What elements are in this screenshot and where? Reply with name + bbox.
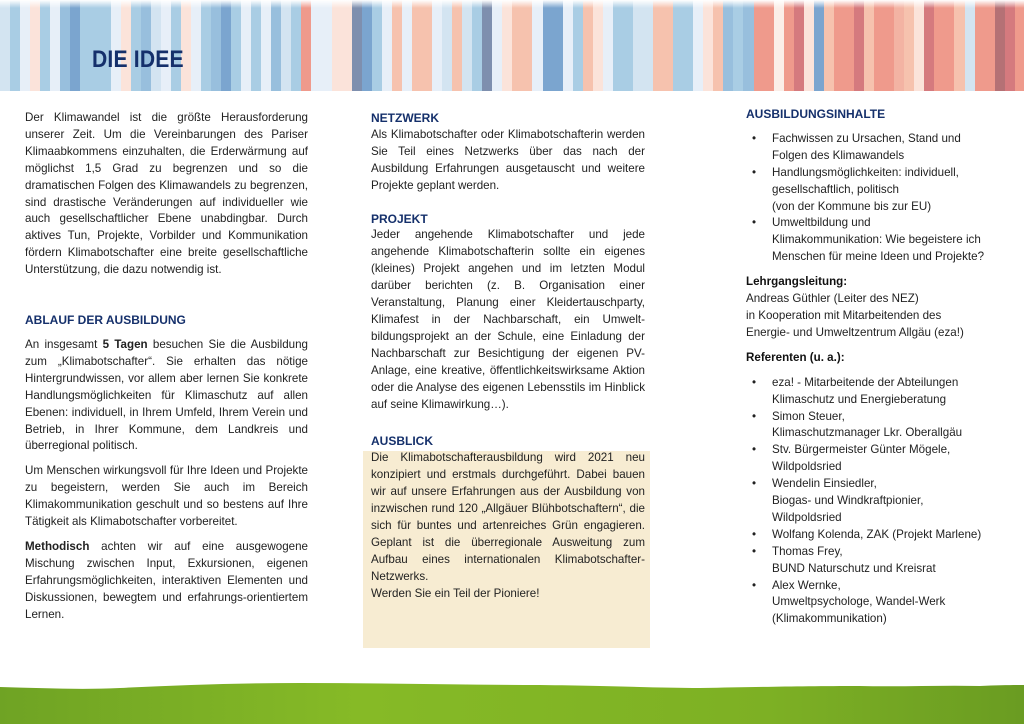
stripe <box>352 0 362 91</box>
bullet-icon: • <box>752 375 757 389</box>
leitung-line: Andreas Güthler (Leiter des NEZ) <box>746 292 919 306</box>
list-item-line: Biogas- und Windkraftpionier, <box>772 494 924 508</box>
stripe <box>502 0 512 91</box>
stripe <box>874 0 884 91</box>
stripe <box>683 0 693 91</box>
stripe <box>583 0 593 91</box>
stripe <box>723 0 733 91</box>
list-item-line: eza! - Mitarbeitende der Abteilungen <box>772 375 959 389</box>
projekt-heading: PROJEKT <box>371 211 428 226</box>
list-item <box>746 527 1008 544</box>
ablauf-paragraph-1 <box>25 337 308 455</box>
netzwerk-text: Als Klimabotschafter oder Klimabotschafterin werden Sie Teil eines Netzwerks über das nach der Ausbildung Erfahrungen ausgetauscht und weitere Projekte geplant werden. <box>371 127 645 192</box>
leitung-text <box>746 291 1008 342</box>
stripe <box>553 0 563 91</box>
stripe <box>322 0 332 91</box>
stripe <box>834 0 844 91</box>
ablauf-paragraph-3 <box>25 539 308 624</box>
ablauf-p1-bold: 5 Tagen <box>102 337 148 351</box>
ausblick-text: Die Klimabotschafterausbildung wird 2021 neu konzipiert und erstmals durchgeführt. Dabei bauen wir auf unsere Erfahrungen aus der Ausbildung von inzwischen rund 120 „Allgäuer Blühbotschaftern“, die sich für buntes und artenreiches Grün engagieren. Geplant ist die überregionale Ausweitung zum Aufbau eines internationalen Klimabotschafter-Netzwerks. <box>371 451 645 583</box>
projekt-text: Jeder angehende Klimabotschafter und jede angehende Klimabotschafterin sollte ein eigenes (kleines) Projekt angehen und im letzten Modul darüber berichten (z. B. Organisation einer Veranstaltung, Planung einer Kleidertauschparty, Klimafest in der Nachbarschaft, ein Umwelt-bildungsprojekt an der Schule, eine Einladung der Nachbarschaft zur Besichtigung der eigenen PV-Anlage, eine kreative, öffentlichkeitswirksame Aktion oder die Analyse des eigenen Lebensstils im Hinblick auf seine Klimawirkung…). <box>371 228 645 411</box>
stripe <box>462 0 472 91</box>
ausblick-closing: Werden Sie ein Teil der Pioniere! <box>371 586 540 600</box>
ablauf-p3-bold: Methodisch <box>25 539 90 553</box>
list-item-line: BUND Naturschutz und Kreisrat <box>772 561 936 575</box>
stripe <box>693 0 703 91</box>
stripe <box>342 0 352 91</box>
list-item-line: Fachwissen zu Ursachen, Stand und <box>772 131 961 145</box>
stripe <box>1005 0 1015 91</box>
bullet-icon: • <box>752 578 757 592</box>
stripe <box>492 0 502 91</box>
stripe <box>532 0 542 91</box>
stripe <box>975 0 985 91</box>
ablauf-p3-text: achten wir auf eine ausgewogene Mischung zwischen Input, Exkursionen, eigenen Erfahrungsmöglichkeiten, interaktiven Elementen und Diskussionen, bewegtem und erfahrungs-orientiertem Lernen. <box>25 539 308 621</box>
list-item-line: Wendelin Einsiedler, <box>772 477 877 491</box>
stripe <box>864 0 874 91</box>
referenten-list <box>746 375 1008 629</box>
stripe <box>301 0 311 91</box>
stripe <box>241 0 251 91</box>
bullet-icon: • <box>752 477 757 491</box>
column-right <box>746 106 1008 628</box>
stripe <box>432 0 442 91</box>
list-item-line: Wildpoldsried <box>772 510 842 524</box>
stripe <box>603 0 613 91</box>
list-item-line: Stv. Bürgermeister Günter Mögele, <box>772 443 951 457</box>
leitung-label: Lehrgangsleitung: <box>746 275 848 289</box>
stripe <box>382 0 392 91</box>
ablauf-p1-start: An insgesamt <box>25 337 103 351</box>
list-item-line: Menschen für meine Ideen und Projekte? <box>772 250 985 264</box>
list-item-line: Alex Wernke, <box>772 578 841 592</box>
stripe <box>50 0 60 91</box>
stripe <box>221 0 231 91</box>
stripe <box>332 0 342 91</box>
stripe <box>482 0 492 91</box>
stripe <box>231 0 241 91</box>
bullet-icon: • <box>752 527 757 541</box>
stripe <box>412 0 422 91</box>
stripe <box>965 0 975 91</box>
grass-footer <box>0 682 1024 724</box>
stripe <box>442 0 452 91</box>
stripe <box>954 0 964 91</box>
stripe <box>944 0 954 91</box>
stripe <box>392 0 402 91</box>
stripe <box>663 0 673 91</box>
stripe <box>10 0 20 91</box>
stripe <box>894 0 904 91</box>
bullet-icon: • <box>752 131 757 145</box>
stripe <box>422 0 432 91</box>
leitung-line: in Kooperation mit Mitarbeitenden des <box>746 308 942 322</box>
netzwerk-heading: NETZWERK <box>371 111 439 125</box>
stripe <box>211 0 221 91</box>
stripe <box>291 0 301 91</box>
stripe <box>251 0 261 91</box>
ablauf-p1-end: besuchen Sie die Ausbildung zum „Klimabotschafter“. Sie erhalten das nötige Hintergrundwissen, vor allem aber lernen Sie konkrete Handlungsmöglichkeiten für Klimaschutz auf allen Ebenen: individuell, in Ihrem Umfeld, Ihrem Verein und Betrieb, in Ihrer Kommune, dem Landkreis und überregional politisch. <box>25 337 308 453</box>
stripe <box>814 0 824 91</box>
bullet-icon: • <box>752 165 757 179</box>
inhalte-list <box>746 131 1008 266</box>
stripe <box>703 0 713 91</box>
list-item-line: (Klimakommunikation) <box>772 612 887 626</box>
stripe <box>573 0 583 91</box>
stripe <box>201 0 211 91</box>
stripe <box>774 0 784 91</box>
list-item <box>746 131 1008 165</box>
stripe <box>804 0 814 91</box>
list-item-line: Simon Steuer, <box>772 409 845 423</box>
stripe <box>40 0 50 91</box>
stripe <box>60 0 70 91</box>
stripe <box>261 0 271 91</box>
list-item <box>746 375 1008 409</box>
stripe <box>844 0 854 91</box>
list-item-line: Klimaschutzmanager Lkr. Oberallgäu <box>772 426 963 440</box>
list-item-line: Handlungsmöglichkeiten: individuell, <box>772 165 959 179</box>
list-item-line: Thomas Frey, <box>772 544 843 558</box>
stripe <box>924 0 934 91</box>
idee-text: Der Klimawandel ist die größte Herausforderung unserer Zeit. Um die Vereinbarungen des Pariser Klimaabkommens einzuhalten, die Erderwärmung auf möglichst 1,5 Grad zu begrenzen und so die dramatischen Folgen des Klimawandels zu begrenzen, sind drastische Veränderungen auf individueller wie auch gesellschaftlicher Ebene unabdingbar. Durch aktives Tun, Projekte, Vorbilder und Kommunikation fördern Klimabotschafter eine breite gesellschaftliche Unterstützung, die dazu notwendig ist. <box>25 111 308 277</box>
stripe <box>854 0 864 91</box>
stripe <box>512 0 522 91</box>
list-item <box>746 409 1008 443</box>
stripe <box>70 0 80 91</box>
leitung-line: Energie- und Umweltzentrum Allgäu (eza!) <box>746 325 964 339</box>
stripe <box>985 0 995 91</box>
ausblick-heading: AUSBLICK <box>371 434 433 449</box>
stripe <box>452 0 462 91</box>
list-item <box>746 544 1008 578</box>
inhalte-heading: AUSBILDUNGSINHALTE <box>746 107 886 121</box>
stripe <box>764 0 774 91</box>
stripe <box>281 0 291 91</box>
stripe <box>743 0 753 91</box>
stripe <box>271 0 281 91</box>
ablauf-paragraph-2: Um Menschen wirkungsvoll für Ihre Ideen und Projekte zu begeistern, werden Sie auch im Bereich Klimakommunikation geschult und so bestens auf Ihre Tätigkeit als Klimabotschafter vorbereitet. <box>25 464 308 529</box>
list-item <box>746 165 1008 216</box>
list-item <box>746 215 1008 266</box>
stripe <box>673 0 683 91</box>
list-item-line: Klimaschutz und Energieberatung <box>772 392 947 406</box>
stripe <box>563 0 573 91</box>
stripe <box>884 0 894 91</box>
list-item-line: (von der Kommune bis zur EU) <box>772 199 932 213</box>
stripe <box>0 0 10 91</box>
stripe <box>362 0 372 91</box>
list-item-line: Umweltpsychologe, Wandel-Werk <box>772 595 946 609</box>
bullet-icon: • <box>752 544 757 558</box>
column-left <box>25 110 308 623</box>
ablauf-heading: ABLAUF DER AUSBILDUNG <box>25 313 186 328</box>
list-item-line: Klimakommunikation: Wie begeistere ich <box>772 233 981 247</box>
stripe <box>372 0 382 91</box>
list-item-line: Umweltbildung und <box>772 216 871 230</box>
stripe <box>402 0 412 91</box>
bullet-icon: • <box>752 443 757 457</box>
list-item-line: Folgen des Klimawandels <box>772 148 905 162</box>
stripe <box>754 0 764 91</box>
stripe <box>784 0 794 91</box>
stripe <box>643 0 653 91</box>
referenten-label: Referenten (u. a.): <box>746 350 845 364</box>
list-item-line: gesellschaftlich, politisch <box>772 182 899 196</box>
stripe <box>30 0 40 91</box>
stripe <box>80 0 90 91</box>
stripe <box>934 0 944 91</box>
stripe <box>522 0 532 91</box>
bullet-icon: • <box>752 216 757 230</box>
stripe <box>593 0 603 91</box>
stripe <box>653 0 663 91</box>
stripe <box>20 0 30 91</box>
stripe <box>733 0 743 91</box>
stripe <box>904 0 914 91</box>
stripe <box>543 0 553 91</box>
stripe <box>633 0 643 91</box>
stripe <box>995 0 1005 91</box>
list-item <box>746 442 1008 476</box>
list-item-line: Wolfang Kolenda, ZAK (Projekt Marlene) <box>772 527 982 541</box>
stripe <box>824 0 834 91</box>
stripe <box>794 0 804 91</box>
column-middle <box>371 110 645 602</box>
stripe <box>613 0 623 91</box>
stripe <box>311 0 321 91</box>
list-item <box>746 476 1008 527</box>
stripe <box>191 0 201 91</box>
list-item-line: Wildpoldsried <box>772 460 842 474</box>
stripe <box>472 0 482 91</box>
stripe <box>713 0 723 91</box>
stripe <box>914 0 924 91</box>
bullet-icon: • <box>752 409 757 423</box>
list-item <box>746 578 1008 629</box>
stripe <box>623 0 633 91</box>
page-title: DIE IDEE <box>92 46 184 73</box>
stripe <box>1015 0 1024 91</box>
